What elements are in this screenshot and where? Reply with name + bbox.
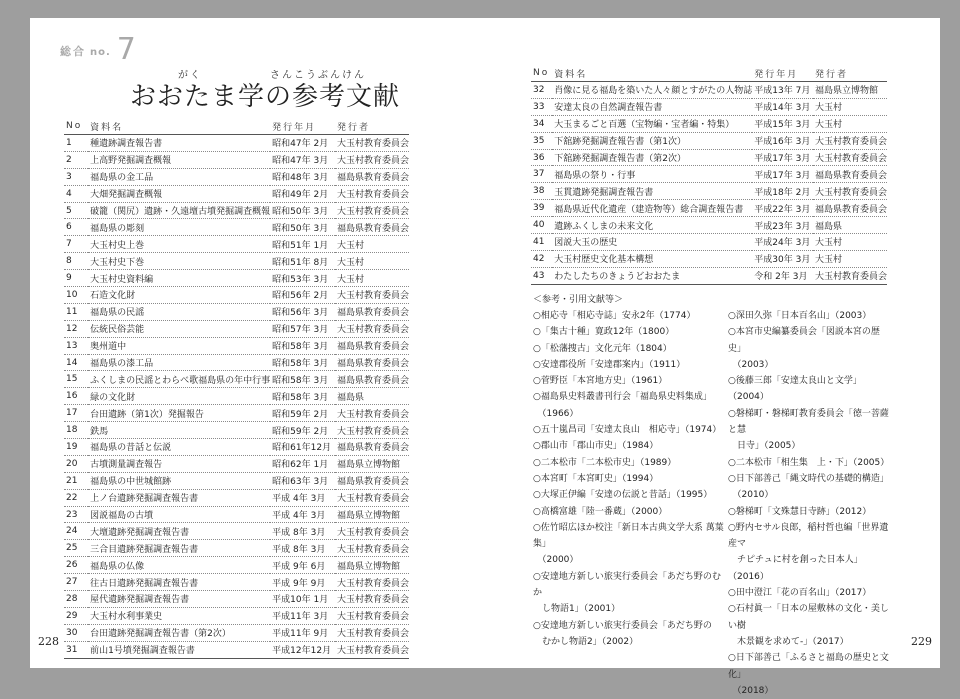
cell-title: 前山1号墳発掘調査報告書 [90, 646, 195, 657]
cell-publisher: 福島県教育委員会 [336, 359, 409, 370]
table-row [64, 320, 409, 337]
table-row [531, 132, 887, 149]
table-row [531, 166, 887, 183]
cell-date: 昭和58年 3月 [272, 342, 329, 353]
cell-date: 昭和57年 3月 [272, 325, 329, 336]
header-title: 資料名 [554, 69, 588, 80]
cell-no: 10 [66, 289, 78, 300]
cell-publisher: 大玉村教育委員会 [336, 494, 409, 505]
cell-date: 昭和50年 3月 [272, 207, 329, 217]
cell-date: 昭和63年 3月 [272, 477, 329, 488]
cell-title: 図説大玉の歴史 [554, 238, 618, 249]
cell-no: 30 [66, 627, 78, 638]
cell-title: 福島県の民謡 [90, 308, 145, 319]
cell-no: 24 [66, 526, 78, 537]
cell-publisher: 大玉村 [814, 103, 842, 114]
reference-item: ○相応寺「相応寺誌」安永2年（1774） [533, 311, 696, 321]
cell-publisher: 大玉村 [814, 238, 842, 249]
cell-date: 平成 8年 3月 [272, 544, 326, 555]
cell-no: 2 [66, 154, 72, 165]
reference-item: ○野内セサル良郎，稲村哲也編「世界遺産マ [728, 522, 889, 550]
cell-no: 4 [66, 188, 72, 199]
cell-title: 三合目遺跡発掘調査報告書 [90, 544, 199, 555]
cell-no: 17 [66, 408, 78, 419]
reference-item: ○日下部善己「ふるさと福島の歴史と文化」 [728, 653, 889, 680]
cell-publisher: 福島県教育委員会 [814, 170, 887, 181]
cell-no: 25 [66, 543, 78, 554]
cell-no: 1 [66, 137, 72, 148]
cell-title: 奥州道中 [90, 342, 127, 353]
cell-title: 台田遺跡（第1次）発掘報告 [90, 409, 204, 420]
cell-publisher: 大玉村教育委員会 [336, 190, 409, 201]
cell-no: 39 [533, 203, 545, 214]
cell-title: 福島県近代化遺産（建造物等）総合調査報告書 [554, 204, 744, 215]
reference-item: ○大塚正伊編「安達の伝説と昔話」（1995） [533, 490, 713, 501]
cell-title: 大壇遺跡発掘調査報告書 [90, 527, 190, 538]
cell-title: 福島県の漆工品 [90, 359, 154, 370]
cell-no: 29 [66, 610, 78, 621]
cell-publisher: 福島県教育委員会 [336, 477, 409, 488]
reference-item: ○本宮市史編纂委員会「図説本宮の歴史」 [728, 327, 880, 354]
cell-title: 大玉村歴史文化基本構想 [554, 255, 654, 266]
cell-no: 36 [533, 152, 545, 163]
cell-no: 26 [66, 560, 78, 571]
reference-item: チピチュに村を創った日本人」（2016） [728, 555, 863, 582]
cell-title: 台田遺跡発掘調査報告書（第2次） [90, 629, 231, 640]
reference-table-right [531, 65, 887, 285]
cell-date: 昭和58年 3月 [272, 375, 329, 386]
reference-item: し物語1」（2001） [533, 604, 621, 615]
cell-date: 平成15年 3月 [754, 120, 811, 131]
cell-date: 平成17年 3月 [754, 170, 811, 181]
cell-publisher: 福島県教育委員会 [336, 223, 409, 234]
cell-title: 上ノ台遺跡発掘調査報告書 [90, 494, 199, 505]
cell-date: 昭和47年 3月 [272, 156, 329, 167]
cell-no: 38 [533, 186, 545, 197]
cell-no: 20 [66, 458, 78, 469]
cell-no: 40 [533, 220, 545, 231]
table-row [531, 217, 887, 234]
header-publisher: 発行者 [336, 122, 370, 133]
reference-item: （2000） [533, 555, 579, 566]
references-list-right [728, 308, 890, 699]
cell-no: 28 [66, 593, 78, 604]
cell-publisher: 大玉村教育委員会 [336, 426, 409, 437]
cell-title: 安達太良の自然調査報告書 [554, 103, 663, 114]
cell-title: 図説福島の古墳 [90, 511, 154, 522]
cell-no: 19 [66, 441, 78, 452]
table-row [64, 287, 409, 304]
reference-item: 日寺」（2005） [728, 441, 801, 452]
cell-date: 平成22年 3月 [754, 204, 811, 215]
cell-publisher: 福島県立博物館 [336, 511, 400, 522]
cell-publisher: 大玉村教育委員会 [336, 578, 409, 589]
reference-item: ○深田久弥「日本百名山」（2003） [728, 311, 872, 321]
table-header [531, 65, 887, 82]
reference-item: ○後藤三郎「安達太良山と文学」（2004） [728, 376, 862, 403]
cell-publisher: 福島県教育委員会 [814, 204, 887, 215]
table-row [64, 506, 409, 523]
table-row [64, 135, 409, 152]
table-row [64, 219, 409, 236]
table-row [64, 337, 409, 354]
cell-no: 42 [533, 253, 545, 264]
table-row [64, 607, 409, 624]
reference-item: ○菅野臣「本宮地方史」（1961） [533, 376, 668, 387]
reference-item: むかし物語2」（2002） [533, 636, 639, 647]
table-row [64, 253, 409, 270]
cell-publisher: 福島県立博物館 [336, 561, 400, 572]
table-row [64, 371, 409, 388]
cell-title: 大玉村水利事業史 [90, 612, 163, 623]
cell-date: 平成11年 3月 [272, 612, 329, 623]
reference-item: ○五十嵐昌司「安達太良山 相応寺」（1974） [533, 425, 722, 436]
cell-date: 昭和61年12月 [272, 443, 332, 454]
cell-date: 昭和58年 3月 [272, 359, 329, 370]
table-row [64, 236, 409, 253]
table-row [64, 270, 409, 287]
cell-title: 伝統民俗芸能 [90, 325, 145, 336]
reference-item: （2018） [728, 685, 774, 696]
cell-title: 大玉村史下巻 [90, 257, 145, 268]
cell-publisher: 大玉村教育委員会 [336, 612, 409, 623]
cell-no: 5 [66, 205, 72, 216]
cell-publisher: 大玉村 [336, 274, 364, 285]
table-row [531, 267, 887, 284]
cell-publisher: 福島県教育委員会 [336, 308, 409, 319]
cell-publisher: 大玉村教育委員会 [336, 139, 409, 150]
cell-title: 福島県の仏像 [90, 561, 145, 572]
table-row [64, 540, 409, 557]
cell-date: 平成24年 3月 [754, 238, 811, 249]
cell-date: 昭和51年 8月 [272, 257, 329, 268]
cell-date: 平成 9年 9月 [272, 578, 326, 589]
cell-title: 大畑発掘調査概報 [90, 190, 163, 201]
cell-title: 上高野発掘調査概報 [90, 156, 172, 167]
cell-date: 昭和47年 2月 [272, 139, 329, 150]
reference-item: （1966） [533, 408, 579, 419]
cell-date: 平成11年 9月 [272, 629, 329, 640]
reference-item: ○磐梯町・磐梯町教育委員会「徳一菩薩と慧 [728, 408, 889, 436]
cell-no: 37 [533, 169, 545, 180]
cell-publisher: 大玉村 [336, 240, 364, 251]
table-body-right [531, 82, 887, 285]
reference-item: ○磐梯町「文殊慧日寺跡」（2012） [728, 506, 872, 517]
cell-title: 大玉村史上巻 [90, 240, 145, 251]
page-number-left: 228 [38, 635, 59, 648]
cell-date: 平成10年 1月 [272, 595, 329, 606]
cell-no: 32 [533, 84, 545, 95]
cell-title: わたしたちのきょうどおおたま [554, 272, 681, 283]
cell-title: 往古日遺跡発掘調査報告書 [90, 578, 199, 589]
cell-publisher: 福島県 [336, 392, 364, 403]
cell-date: 平成16年 3月 [754, 137, 811, 148]
cell-no: 18 [66, 425, 78, 436]
cell-date: 平成12年12月 [272, 646, 332, 657]
cell-no: 14 [66, 357, 78, 368]
cell-publisher: 大玉村教育委員会 [336, 646, 409, 657]
reference-item: ○福島県史料叢書刊行会「福島県史料集成」 [533, 392, 712, 403]
reference-item: ○郡山市「郡山市史」（1984） [533, 441, 659, 452]
header-no: No [66, 121, 83, 131]
cell-date: 平成 4年 3月 [272, 494, 326, 505]
cell-date: 昭和62年 1月 [272, 460, 329, 471]
cell-publisher: 大玉村 [814, 120, 842, 131]
cell-publisher: 大玉村教育委員会 [336, 207, 409, 217]
cell-title: 下舘跡発掘調査報告書（第2次） [554, 154, 687, 164]
table-header [64, 118, 409, 135]
reference-item: ○田中澄江「花の百名山」（2017） [728, 588, 872, 599]
cell-no: 23 [66, 509, 78, 520]
cell-title: 屋代遺跡発掘調査報告書 [90, 595, 190, 606]
table-row [64, 455, 409, 472]
title-ruby-sankoubunken: さんこうぶんけん [270, 70, 366, 81]
page-title: おおたま学の参考文献 [130, 82, 401, 112]
table-row [64, 168, 409, 185]
reference-item: ○本宮町「本宮町史」（1994） [533, 473, 659, 484]
cell-date: 平成14年 3月 [754, 103, 811, 114]
cell-date: 令和 2年 3月 [754, 272, 808, 283]
reference-table-left [64, 118, 409, 659]
cell-no: 7 [66, 239, 72, 250]
header-date: 発行年月 [754, 69, 799, 80]
cell-no: 22 [66, 492, 78, 503]
cell-no: 11 [66, 306, 78, 317]
cell-publisher: 福島県立博物館 [336, 460, 400, 471]
table-row [64, 185, 409, 202]
cell-title: 福島県の中世城館跡 [90, 477, 172, 488]
table-row [64, 557, 409, 574]
cell-publisher: 大玉村教育委員会 [814, 272, 887, 283]
table-row [64, 151, 409, 168]
reference-item: （2010） [728, 490, 774, 501]
table-row [64, 202, 409, 219]
cell-no: 16 [66, 391, 78, 402]
cell-date: 昭和50年 3月 [272, 223, 329, 234]
cell-title: 石造文化財 [90, 291, 136, 302]
cell-no: 13 [66, 340, 78, 351]
cell-title: 鉄馬 [90, 426, 109, 437]
cell-date: 平成 4年 3月 [272, 511, 326, 522]
table-row [64, 489, 409, 506]
cell-no: 27 [66, 577, 78, 588]
table-row [64, 641, 409, 658]
cell-title: 下舘跡発掘調査報告書（第1次） [554, 137, 687, 148]
header-publisher: 発行者 [814, 69, 848, 80]
cell-no: 35 [533, 135, 545, 146]
cell-no: 8 [66, 256, 72, 267]
left-page [30, 18, 485, 668]
cell-date: 平成 8年 3月 [272, 527, 326, 538]
cell-date: 昭和53年 3月 [272, 274, 329, 285]
cell-title: 大玉村史資料編 [90, 274, 154, 285]
table-row [64, 354, 409, 371]
reference-item: ○高橋富雄「陸一番蔵」（2000） [533, 506, 668, 517]
reference-item: ○二本松市「相生集 上・下」（2005） [728, 457, 890, 468]
cell-date: 平成18年 2月 [754, 187, 811, 198]
table-row [531, 200, 887, 217]
cell-date: 昭和56年 3月 [272, 308, 329, 319]
cell-publisher: 大玉村教育委員会 [814, 187, 887, 198]
table-row [531, 234, 887, 251]
cell-title: 肖像に見る福島を築いた人々顔とすがたの人物誌 [554, 86, 753, 97]
cell-title: 古墳測量調査報告 [90, 460, 163, 471]
reference-item: ○日下部善己「縄文時代の基礎的構造」 [728, 473, 889, 484]
cell-no: 12 [66, 323, 78, 334]
right-page [485, 18, 940, 696]
cell-date: 昭和56年 2月 [272, 291, 329, 302]
cell-publisher: 大玉村教育委員会 [814, 137, 887, 148]
cell-date: 昭和49年 2月 [272, 190, 329, 201]
table-row [531, 82, 887, 99]
table-row [64, 574, 409, 591]
table-row [64, 624, 409, 641]
title-ruby-gaku: がく [178, 70, 202, 81]
cell-publisher: 大玉村教育委員会 [814, 154, 887, 164]
cell-title: ふくしまの民謡とわらべ歌福島県の年中行事 [90, 375, 271, 386]
cell-title: 福島県の昔話と伝説 [90, 443, 172, 454]
references-list-left [533, 308, 725, 650]
cell-title: 大玉まるごと百選（宝物編・宝者編・特集） [554, 120, 735, 131]
series-label: 総合 no. 7 [60, 32, 136, 67]
cell-publisher: 大玉村教育委員会 [336, 595, 409, 606]
cell-publisher: 大玉村教育委員会 [336, 629, 409, 640]
cell-title: 緑の文化財 [90, 392, 136, 403]
table-row [64, 523, 409, 540]
cell-publisher: 大玉村教育委員会 [336, 291, 409, 302]
reference-item: ○「集古十種」寛政12年（1800） [533, 327, 675, 338]
cell-publisher: 大玉村教育委員会 [336, 409, 409, 420]
cell-publisher: 大玉村教育委員会 [336, 156, 409, 167]
cell-date: 平成30年 3月 [754, 255, 811, 266]
table-row [531, 115, 887, 132]
cell-publisher: 大玉村教育委員会 [336, 527, 409, 538]
table-body-left [64, 135, 409, 659]
cell-date: 平成23年 3月 [754, 221, 811, 232]
cell-title: 種遺跡調査報告書 [90, 139, 163, 150]
header-date: 発行年月 [272, 122, 317, 133]
header-title: 資料名 [90, 122, 124, 133]
cell-publisher: 大玉村教育委員会 [336, 544, 409, 555]
cell-date: 昭和51年 1月 [272, 240, 329, 251]
reference-item: ○佐竹昭広ほか校注「新日本古典文学大系 萬葉集」 [533, 522, 724, 550]
series-number: 7 [116, 32, 136, 67]
cell-no: 33 [533, 101, 545, 112]
cell-title: 福島県の金工品 [90, 173, 154, 184]
reference-item: ○安達地方新しい旅実行委員会「あだち野のむか [533, 571, 721, 599]
cell-title: 破籠（関尻）遺跡・久遠壇古墳発掘調査概報 [90, 207, 271, 217]
cell-publisher: 大玉村 [336, 257, 364, 268]
reference-item: （2003） [728, 359, 774, 370]
cell-publisher: 大玉村教育委員会 [336, 325, 409, 336]
cell-publisher: 福島県教育委員会 [336, 375, 409, 386]
cell-no: 21 [66, 475, 78, 486]
cell-publisher: 福島県教育委員会 [336, 443, 409, 454]
cell-date: 平成13年 7月 [754, 86, 811, 97]
cell-publisher: 大玉村 [814, 255, 842, 266]
cell-no: 9 [66, 273, 72, 284]
cell-date: 昭和48年 3月 [272, 173, 329, 184]
reference-item: ○二本松市「二本松市史」（1989） [533, 457, 677, 468]
cell-date: 昭和59年 2月 [272, 426, 329, 437]
page-number-right: 229 [911, 635, 932, 648]
table-row [531, 98, 887, 115]
reference-item: ○石村眞一「日本の屋敷林の文化・美しい樹 [728, 604, 889, 631]
cell-no: 3 [66, 171, 72, 182]
cell-no: 34 [533, 118, 545, 129]
cell-publisher: 福島県教育委員会 [336, 173, 409, 184]
cell-date: 平成 9年 6月 [272, 561, 326, 572]
reference-item: ○「松藩捜古」文化元年（1804） [533, 343, 672, 354]
table-row [531, 149, 887, 166]
cell-no: 15 [66, 374, 78, 385]
cell-no: 6 [66, 222, 72, 233]
cell-title: 福島県の彫刻 [90, 223, 145, 234]
table-row [64, 405, 409, 422]
cell-date: 昭和59年 2月 [272, 409, 329, 420]
reference-item: 木景観を求めて-」（2017） [728, 636, 849, 647]
cell-title: 遺跡ふくしまの未来文化 [554, 221, 654, 232]
cell-publisher: 福島県教育委員会 [336, 342, 409, 353]
reference-item: ○安達郡役所「安達郡案内」（1911） [533, 359, 686, 370]
cell-title: 福島県の祭り・行事 [554, 170, 636, 181]
references-heading: ＜参考・引用文献等＞ [533, 295, 624, 305]
table-row [64, 422, 409, 439]
reference-item: ○安達地方新しい旅実行委員会「あだち野の [533, 620, 712, 631]
table-row [531, 183, 887, 200]
cell-no: 31 [66, 644, 78, 655]
cell-title: 玉貫遺跡発掘調査報告書 [554, 187, 654, 198]
cell-no: 41 [533, 236, 545, 247]
table-row [64, 439, 409, 456]
cell-no: 43 [533, 270, 545, 281]
cell-publisher: 福島県立博物館 [814, 86, 878, 97]
table-row [64, 591, 409, 608]
cell-date: 昭和58年 3月 [272, 392, 329, 403]
cell-date: 平成17年 3月 [754, 154, 811, 164]
header-no: No [533, 68, 550, 78]
table-row [64, 388, 409, 405]
cell-publisher: 福島県 [814, 221, 842, 232]
table-row [64, 472, 409, 489]
table-row [531, 250, 887, 267]
table-row [64, 303, 409, 320]
